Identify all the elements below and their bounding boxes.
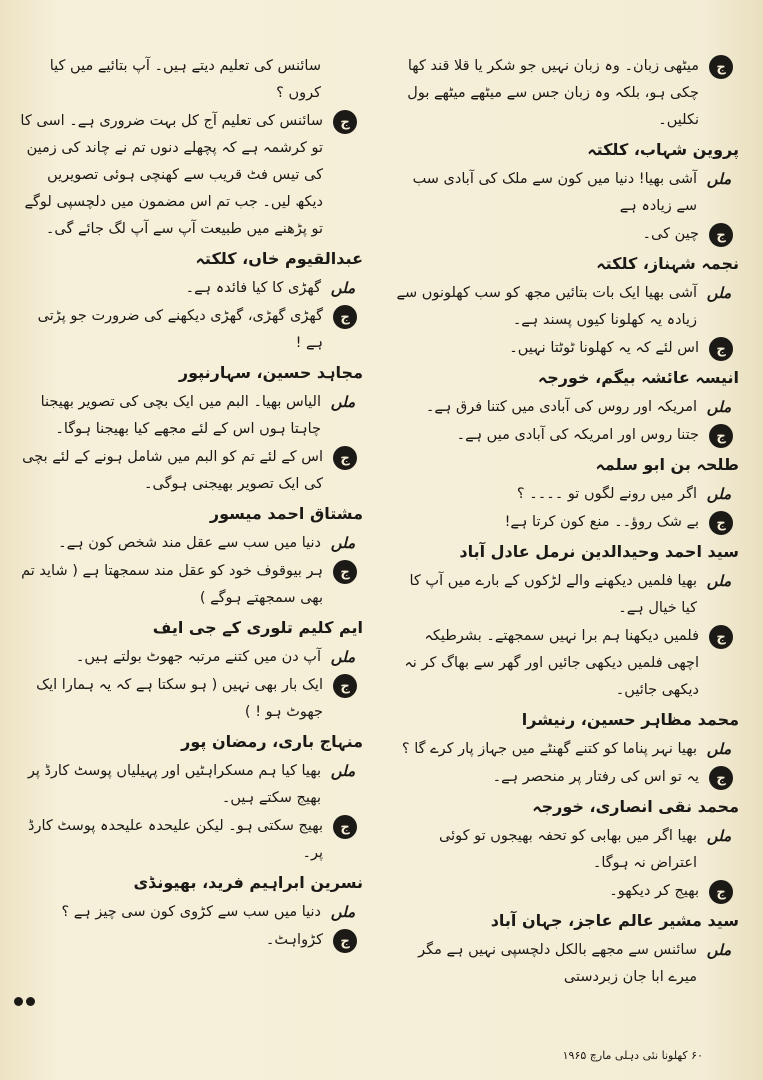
question-text: بھیا فلمیں دیکھنے والے لڑکوں کے بارے میں آپ کا کیا خیال ہے۔ bbox=[409, 573, 697, 616]
answer-text: کڑواہٹ۔ bbox=[265, 932, 323, 948]
question-block bbox=[20, 530, 365, 557]
answer-badge: ج bbox=[709, 223, 733, 247]
answer-block bbox=[20, 303, 365, 357]
question-marker: ملں bbox=[706, 170, 732, 188]
question-text: آشی بھیا ایک بات بتائیں مجھ کو سب کھلونوں سے زیادہ یہ کھلونا کیوں پسند ہے۔ bbox=[396, 285, 697, 328]
question-marker: ملں bbox=[706, 740, 732, 758]
answer-badge: ج bbox=[333, 815, 357, 839]
question-continuation bbox=[20, 53, 365, 107]
page-end-ornament bbox=[14, 997, 35, 1006]
question-marker: ملں bbox=[330, 534, 356, 552]
answer-text: اس لئے کہ یہ کھلونا ٹوٹتا نہیں۔ bbox=[509, 340, 699, 356]
reader-name: انیسہ عائشہ بیگم، خورجہ bbox=[537, 368, 739, 387]
reader-name: سید احمد وحیدالدین نرمل عادل آباد bbox=[459, 542, 739, 561]
answer-badge: ج bbox=[709, 424, 733, 448]
question-marker: ملں bbox=[330, 393, 356, 411]
answer-text: ہر بیوقوف خود کو عقل مند سمجھتا ہے ( شاید تم بھی سمجھتے ہوگے ) bbox=[21, 563, 323, 606]
question-text: گھڑی کا کیا فائدہ ہے۔ bbox=[185, 280, 321, 296]
question-marker: ملں bbox=[706, 485, 732, 503]
reader-name: محمد نقی انصاری، خورجہ bbox=[532, 797, 739, 816]
reader-name: نجمہ شہناز، کلکتہ bbox=[596, 254, 739, 273]
question-block bbox=[20, 758, 365, 812]
question-marker: ملں bbox=[330, 648, 356, 666]
answer-text: بے شک روؤ۔۔ منع کون کرتا ہے! bbox=[504, 514, 699, 530]
answer-text: بھیج سکتی ہو۔ لیکن علیحدہ علیحدہ پوسٹ کارڈ پر۔ bbox=[28, 818, 323, 861]
question-marker: ملں bbox=[330, 903, 356, 921]
reader-name: عبدالقیوم خاں، کلکتہ bbox=[195, 249, 363, 268]
answer-text: یہ تو اس کی رفتار پر منحصر ہے۔ bbox=[492, 769, 699, 785]
answer-badge: ج bbox=[709, 766, 733, 790]
question-block bbox=[396, 568, 741, 622]
question-text: الیاس بھیا۔ البم میں ایک بچی کی تصویر بھیجنا چاہتا ہوں اس کے لئے مجھے کیا بھیجنا ہوگا۔ bbox=[40, 394, 321, 437]
right-column bbox=[396, 52, 741, 992]
answer-block bbox=[20, 108, 365, 243]
question-text: دنیا میں سب سے کڑوی کون سی چیز ہے ؟ bbox=[61, 904, 321, 920]
question-text: سائنس کی تعلیم دیتے ہیں۔ آپ بتائیے میں کیا کروں ؟ bbox=[49, 58, 321, 101]
answer-block bbox=[396, 335, 741, 362]
question-text: آشی بھیا! دنیا میں کون سے ملک کی آبادی سب سے زیادہ ہے bbox=[412, 171, 697, 214]
reader-name: منہاج باری، رمضان پور bbox=[181, 732, 363, 751]
answer-block bbox=[20, 444, 365, 498]
answer-text: میٹھی زبان۔ وہ زبان نہیں جو شکر یا قلا قند کھا چکی ہو، بلکہ وہ زبان جس سے میٹھے میٹھے بول نکلیں۔ bbox=[407, 58, 699, 128]
answer-badge: ج bbox=[709, 55, 733, 79]
question-marker: ملں bbox=[706, 941, 732, 959]
reader-name: نسرین ابراہیم فرید، بھیونڈی bbox=[133, 873, 363, 892]
answer-text: ایک بار بھی نہیں ( ہو سکتا ہے کہ یہ ہمارا ایک جھوٹ ہو ! ) bbox=[36, 677, 323, 720]
question-text: بھیا نہر پناما کو کتنے گھنٹے میں جہاز پار کرے گا ؟ bbox=[401, 741, 697, 757]
answer-block bbox=[20, 813, 365, 867]
question-text: سائنس سے مجھے بالکل دلچسپی نہیں ہے مگر میرے ابا جان زبردستی bbox=[418, 942, 697, 985]
question-block bbox=[20, 644, 365, 671]
answer-block bbox=[396, 509, 741, 536]
question-text: بھیا اگر میں بھابی کو تحفہ بھیجوں تو کوئی اعتراض نہ ہوگا۔ bbox=[438, 828, 697, 871]
question-text: دنیا میں سب سے عقل مند شخص کون ہے۔ bbox=[58, 535, 321, 551]
question-text: اگر میں رونے لگوں تو ۔۔۔۔ ؟ bbox=[516, 486, 697, 502]
answer-block bbox=[396, 623, 741, 704]
answer-badge: ج bbox=[333, 674, 357, 698]
answer-badge: ج bbox=[709, 880, 733, 904]
question-block bbox=[396, 481, 741, 508]
answer-block bbox=[20, 672, 365, 726]
answer-text: بھیج کر دیکھو۔ bbox=[609, 883, 699, 899]
answer-badge: ج bbox=[709, 625, 733, 649]
question-marker: ملں bbox=[706, 827, 732, 845]
answer-block bbox=[396, 221, 741, 248]
answer-badge: ج bbox=[333, 305, 357, 329]
answer-badge: ج bbox=[333, 110, 357, 134]
answer-text: چین کی۔ bbox=[642, 226, 699, 242]
page-footer: ۶۰ کھلونا نئی دہلی مارچ ۱۹۶۵ bbox=[562, 1049, 703, 1062]
question-marker: ملں bbox=[706, 398, 732, 416]
reader-name: مشتاق احمد میسور bbox=[209, 504, 363, 523]
question-text: آپ دن میں کتنے مرتبہ جھوٹ بولتے ہیں۔ bbox=[75, 649, 321, 665]
question-block bbox=[20, 389, 365, 443]
answer-text: اس کے لئے تم کو البم میں شامل ہونے کے لئے بچی کی ایک تصویر بھیجنی ہوگی۔ bbox=[22, 449, 323, 492]
reader-name: ایم کلیم تلوری کے جی ایف bbox=[152, 618, 363, 637]
answer-block bbox=[396, 53, 741, 134]
answer-badge: ج bbox=[333, 560, 357, 584]
answer-block bbox=[20, 558, 365, 612]
ornament-dot bbox=[26, 997, 35, 1006]
reader-name: سید مشیر عالم عاجز، جہان آباد bbox=[490, 911, 739, 930]
question-block bbox=[396, 823, 741, 877]
answer-block bbox=[396, 764, 741, 791]
answer-block bbox=[396, 422, 741, 449]
answer-block bbox=[20, 927, 365, 954]
ornament-dot bbox=[14, 997, 23, 1006]
reader-name: مجاہد حسین، سہارنپور bbox=[178, 363, 363, 382]
question-text: بھیا کیا ہم مسکراہٹیں اور پہیلیاں پوسٹ کارڈ پر بھیج سکتے ہیں۔ bbox=[27, 763, 321, 806]
answer-text: سائنس کی تعلیم آج کل بہت ضروری ہے۔ اسی کا تو کرشمہ ہے کہ پچھلے دنوں تم نے چاند کی زمین کی تیس فٹ قریب سے کھنچی ہوئی تصویریں دیکھ لیں۔ جب تم اس مضمون میں دلچسپی لوگے تو پڑھنے میں طبیعت آپ سے آپ لگ جائے گی۔ bbox=[20, 113, 323, 237]
answer-badge: ج bbox=[709, 337, 733, 361]
question-block bbox=[396, 736, 741, 763]
answer-badge: ج bbox=[709, 511, 733, 535]
question-block bbox=[396, 280, 741, 334]
question-block bbox=[396, 166, 741, 220]
left-column bbox=[20, 52, 365, 955]
question-block bbox=[20, 275, 365, 302]
reader-name: محمد مظاہر حسین، رنیشرا bbox=[521, 710, 739, 729]
question-marker: ملں bbox=[706, 572, 732, 590]
answer-text: جتنا روس اور امریکہ کی آبادی میں ہے۔ bbox=[456, 427, 699, 443]
question-block bbox=[396, 394, 741, 421]
question-text: امریکہ اور روس کی آبادی میں کتنا فرق ہے۔ bbox=[425, 399, 697, 415]
answer-badge: ج bbox=[333, 446, 357, 470]
question-marker: ملں bbox=[706, 284, 732, 302]
answer-text: گھڑی گھڑی، گھڑی دیکھنے کی ضرورت جو پڑتی ہے ! bbox=[37, 308, 323, 351]
answer-badge: ج bbox=[333, 929, 357, 953]
reader-name: پروین شہاب، کلکتہ bbox=[587, 140, 739, 159]
question-marker: ملں bbox=[330, 279, 356, 297]
answer-block bbox=[396, 878, 741, 905]
reader-name: طلحہ بن ابو سلمہ bbox=[595, 455, 739, 474]
question-marker: ملں bbox=[330, 762, 356, 780]
question-block bbox=[20, 899, 365, 926]
question-block bbox=[396, 937, 741, 991]
answer-text: فلمیں دیکھنا ہم برا نہیں سمجھتے۔ بشرطیکہ اچھی فلمیں دیکھی جائیں اور گھر سے بھاگ کر نہ دیکھی جائیں۔ bbox=[404, 628, 699, 698]
